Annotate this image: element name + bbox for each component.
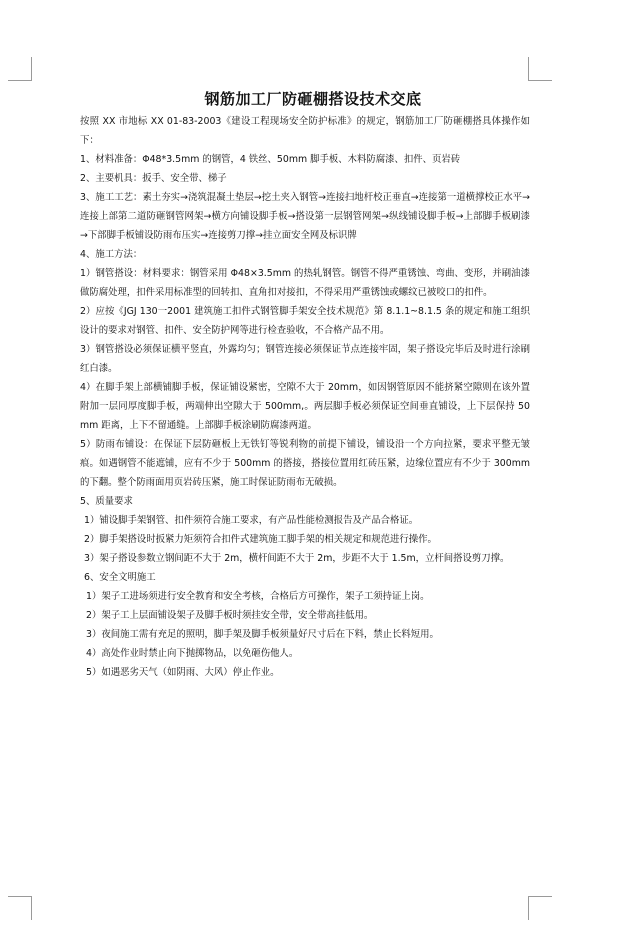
safety-item-1: 1）架子工进场须进行安全教育和安全考核，合格后方可操作，架子工须持证上岗。	[86, 591, 430, 602]
crop-mark-top-left-v	[31, 57, 32, 81]
safety-item-4: 4）高处作业时禁止向下抛掷物品，以免砸伤他人。	[86, 648, 299, 659]
method-step-3: 3）钢管搭设必须保证横平竖直，外露均匀；钢管连接必须保证节点连接牢固，架子搭设完毕后及时进行涂刷红白漆。	[80, 344, 530, 374]
safety-item-5: 5）如遇恶劣天气（如阴雨、大风）停止作业。	[86, 667, 280, 678]
method-step-4: 4）在脚手架上部横铺脚手板，保证铺设紧密，空隙不大于 20mm，如因钢管原因不能挤紧空隙则在该外置附加一层同厚度脚手板，两端伸出空隙大于 500mm,。两层脚手板必须保证空间垂直铺设，上下层保持 50mm 距离，上下不留通缝。上部脚手板涂刷防腐漆两道。	[80, 382, 530, 431]
item-materials: 1、材料准备：Φ48*3.5mm 的钢管，4 铁丝、50mm 脚手板、木料防腐漆、扣件、页岩砖	[80, 154, 461, 165]
section-quality-heading: 5、质量要求	[80, 496, 133, 507]
quality-item-1: 1）铺设脚手架钢管、扣件须符合施工要求，有产品性能检测报告及产品合格证。	[84, 515, 419, 526]
crop-mark-bottom-left-h	[8, 896, 32, 897]
crop-mark-top-right-h	[528, 80, 552, 81]
quality-item-3: 3）架子搭设参数立钢间距不大于 2m，横杆间距不大于 2m，步距不大于 1.5m，立杆间搭设剪刀撑。	[84, 553, 510, 564]
method-step-1: 1）钢管搭设：材料要求：钢管采用 Φ48×3.5mm 的热轧钢管。钢管不得严重锈蚀、弯曲、变形，并刷油漆做防腐处理，扣件采用标准型的回转扣、直角扣对接扣，不得采用严重锈蚀或螺纹已被咬口的扣件。	[80, 268, 530, 298]
crop-mark-bottom-right-h	[528, 896, 552, 897]
item-tools: 2、主要机具：扳手、安全带、梯子	[80, 173, 227, 184]
crop-mark-top-right-v	[528, 57, 529, 81]
safety-item-2: 2）架子工上层面铺设架子及脚手板时须挂安全带，安全带高挂低用。	[86, 610, 374, 621]
section-method-heading: 4、施工方法：	[80, 249, 143, 260]
section-safety-heading: 6、安全文明施工	[84, 572, 156, 583]
document-body	[80, 112, 530, 682]
crop-mark-top-left-h	[8, 80, 32, 81]
crop-mark-bottom-left-v	[31, 896, 32, 920]
crop-mark-bottom-right-v	[528, 896, 529, 920]
safety-item-3: 3）夜间施工需有充足的照明，脚手架及脚手板须量好尺寸后在下料，禁止长料短用。	[86, 629, 439, 640]
document-title: 钢筋加工厂防砸棚搭设技术交底	[204, 90, 422, 108]
intro-paragraph: 按照 XX 市地标 XX 01-83-2003《建设工程现场安全防护标准》的规定，钢筋加工厂防砸棚搭具体操作如下：	[80, 116, 530, 146]
item-process: 3、施工工艺：素土夯实→浇筑混凝土垫层→挖土夹入钢管→连接扫地杆校正垂直→连接第一道横撑校正水平→连接上部第二道防砸钢管网架→横方向铺设脚手板→搭设第一层钢管网架→纵线铺设脚手板→上部脚手板刷漆→下部脚手板铺设防雨布压实→连接剪刀撑→挂立面安全网及标识牌	[80, 192, 530, 241]
method-step-5: 5）防雨布铺设：在保证下层防砸板上无铁钉等锐利物的前提下铺设，铺设沿一个方向拉紧，要求平整无皱痕。如遇钢管不能遮铺，应有不少于 500mm 的搭接，搭接位置用红砖压紧，边缘位置应有不少于 300mm 的下翻。整个防雨面用页岩砖压紧，施工时保证防雨布无破损。	[80, 439, 530, 488]
quality-item-2: 2）脚手架搭设时扳紧力矩须符合扣件式建筑施工脚手架的相关规定和规范进行操作。	[84, 534, 437, 545]
method-step-2: 2）应按《JGJ 130一2001 建筑施工扣件式钢管脚手架安全技术规范》第 8.1.1~8.1.5 条的规定和施工组织设计的要求对钢管、扣件、安全防护网等进行检查验收，不合格产品不用。	[80, 306, 530, 336]
